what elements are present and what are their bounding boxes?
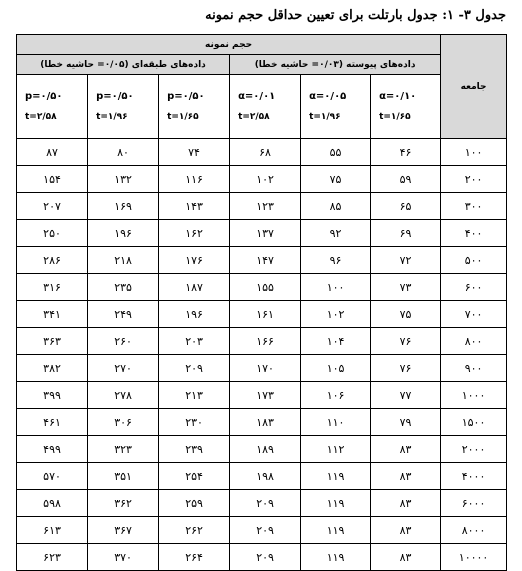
sample-size-cell: ۳۶۳ [17, 328, 88, 355]
sample-size-cell: ۸۵ [301, 193, 371, 220]
population-cell: ۸۰۰۰ [441, 517, 507, 544]
sample-size-cell: ۹۶ [301, 247, 371, 274]
param-p: p=۰/۵۰ [96, 90, 134, 102]
param-t: t=۲/۵۸ [25, 111, 57, 122]
sample-size-cell: ۳۵۱ [88, 463, 159, 490]
sample-size-cell: ۳۸۲ [17, 355, 88, 382]
population-cell: ۵۰۰ [441, 247, 507, 274]
table-row [17, 382, 507, 409]
sample-size-cell: ۷۵ [301, 166, 371, 193]
sample-size-cell: ۸۳ [371, 436, 441, 463]
sample-size-cell: ۷۳ [371, 274, 441, 301]
sample-size-cell: ۸۷ [17, 139, 88, 166]
sample-size-cell: ۶۱۳ [17, 517, 88, 544]
table-row [17, 463, 507, 490]
continuous-data-header: داده‌های پیوسته (۰/۰۳= حاشیه خطا) [230, 55, 441, 75]
param-header [159, 75, 230, 139]
population-cell: ۹۰۰ [441, 355, 507, 382]
sample-size-cell: ۴۹۹ [17, 436, 88, 463]
sample-size-cell: ۱۹۶ [88, 220, 159, 247]
sample-size-cell: ۲۰۹ [230, 544, 301, 571]
sample-size-cell: ۲۸۶ [17, 247, 88, 274]
population-cell: ۴۰۰ [441, 220, 507, 247]
header-row-3 [17, 75, 507, 139]
sample-size-cell: ۴۶ [371, 139, 441, 166]
sample-size-cell: ۷۶ [371, 355, 441, 382]
param-p: p=۰/۵۰ [25, 90, 63, 102]
sample-size-cell: ۱۱۰ [301, 409, 371, 436]
param-header [371, 75, 441, 139]
sample-size-cell: ۲۶۲ [159, 517, 230, 544]
table-row [17, 544, 507, 571]
sample-size-cell: ۱۰۶ [301, 382, 371, 409]
table-row [17, 139, 507, 166]
param-t: t=۱/۶۵ [379, 111, 411, 122]
sample-size-cell: ۷۷ [371, 382, 441, 409]
population-cell: ۲۰۰ [441, 166, 507, 193]
sample-size-cell: ۷۴ [159, 139, 230, 166]
param-t: t=۱/۹۶ [309, 111, 341, 122]
sample-size-cell: ۳۴۱ [17, 301, 88, 328]
sample-size-cell: ۱۹۶ [159, 301, 230, 328]
sample-size-cell: ۱۷۶ [159, 247, 230, 274]
param-alpha: α=۰/۰۱ [238, 90, 276, 102]
sample-size-cell: ۶۵ [371, 193, 441, 220]
population-cell: ۶۰۰۰ [441, 490, 507, 517]
table-row [17, 328, 507, 355]
sample-size-cell: ۸۳ [371, 517, 441, 544]
param-header [230, 75, 301, 139]
table-row [17, 274, 507, 301]
sample-size-cell: ۶۹ [371, 220, 441, 247]
param-t: t=۲/۵۸ [238, 111, 270, 122]
sample-size-cell: ۱۴۳ [159, 193, 230, 220]
population-cell: ۴۰۰۰ [441, 463, 507, 490]
sample-size-cell: ۵۵ [301, 139, 371, 166]
param-t: t=۱/۹۶ [96, 111, 128, 122]
population-cell: ۳۰۰ [441, 193, 507, 220]
sample-size-cell: ۵۷۰ [17, 463, 88, 490]
sample-size-cell: ۴۶۱ [17, 409, 88, 436]
population-cell: ۸۰۰ [441, 328, 507, 355]
param-header [17, 75, 88, 139]
param-alpha: α=۰/۱۰ [379, 90, 417, 102]
table-row [17, 409, 507, 436]
param-t: t=۱/۶۵ [167, 111, 199, 122]
table-row [17, 220, 507, 247]
sample-size-cell: ۱۳۷ [230, 220, 301, 247]
sample-size-cell: ۲۷۸ [88, 382, 159, 409]
population-cell: ۱۰۰ [441, 139, 507, 166]
table-row [17, 247, 507, 274]
sample-size-cell: ۳۷۰ [88, 544, 159, 571]
sample-size-cell: ۲۰۳ [159, 328, 230, 355]
sample-size-cell: ۳۶۷ [88, 517, 159, 544]
sample-size-cell: ۱۶۲ [159, 220, 230, 247]
sample-size-cell: ۳۶۲ [88, 490, 159, 517]
sample-size-cell: ۱۱۹ [301, 490, 371, 517]
sample-size-cell: ۲۱۸ [88, 247, 159, 274]
sample-size-cell: ۱۳۲ [88, 166, 159, 193]
bartlett-table [16, 34, 507, 571]
sample-size-cell: ۵۹ [371, 166, 441, 193]
sample-size-cell: ۲۵۴ [159, 463, 230, 490]
categorical-data-header: داده‌های طبقه‌ای (۰/۰۵= حاشیه خطا) [17, 55, 230, 75]
sample-size-cell: ۱۱۹ [301, 517, 371, 544]
sample-size-cell: ۱۷۰ [230, 355, 301, 382]
sample-size-cell: ۲۰۹ [230, 490, 301, 517]
table-row [17, 166, 507, 193]
sample-size-cell: ۱۰۵ [301, 355, 371, 382]
sample-size-cell: ۱۴۷ [230, 247, 301, 274]
sample-size-cell: ۸۳ [371, 463, 441, 490]
sample-size-cell: ۲۷۰ [88, 355, 159, 382]
population-cell: ۱۰۰۰۰ [441, 544, 507, 571]
sample-size-cell: ۱۶۱ [230, 301, 301, 328]
sample-size-cell: ۸۰ [88, 139, 159, 166]
sample-size-cell: ۲۵۹ [159, 490, 230, 517]
table-row [17, 355, 507, 382]
sample-size-cell: ۱۵۴ [17, 166, 88, 193]
table-row [17, 517, 507, 544]
sample-size-cell: ۱۰۲ [230, 166, 301, 193]
sample-size-cell: ۱۱۶ [159, 166, 230, 193]
param-header [88, 75, 159, 139]
sample-size-cell: ۲۴۹ [88, 301, 159, 328]
table-row [17, 193, 507, 220]
sample-size-cell: ۷۶ [371, 328, 441, 355]
sample-size-cell: ۳۰۶ [88, 409, 159, 436]
sample-size-cell: ۱۷۳ [230, 382, 301, 409]
sample-size-cell: ۳۹۹ [17, 382, 88, 409]
sample-size-cell: ۶۸ [230, 139, 301, 166]
header-row-2 [17, 55, 507, 75]
param-p: p=۰/۵۰ [167, 90, 205, 102]
sample-size-cell: ۲۰۷ [17, 193, 88, 220]
sample-size-cell: ۲۵۰ [17, 220, 88, 247]
sample-size-cell: ۹۲ [301, 220, 371, 247]
sample-size-cell: ۲۶۴ [159, 544, 230, 571]
sample-size-cell: ۱۰۴ [301, 328, 371, 355]
sample-size-cell: ۱۱۹ [301, 544, 371, 571]
sample-size-cell: ۱۲۳ [230, 193, 301, 220]
table-caption: جدول ۳- ۱: جدول بارتلت برای تعیین حداقل حجم نمونه [205, 8, 506, 23]
sample-size-cell: ۸۳ [371, 490, 441, 517]
sample-size-cell: ۲۳۵ [88, 274, 159, 301]
population-header: جامعه [441, 35, 507, 139]
sample-size-cell: ۱۰۰ [301, 274, 371, 301]
sample-size-cell: ۱۶۶ [230, 328, 301, 355]
table-row [17, 301, 507, 328]
sample-size-cell: ۱۱۲ [301, 436, 371, 463]
sample-size-cell: ۷۵ [371, 301, 441, 328]
sample-size-cell: ۲۰۹ [159, 355, 230, 382]
sample-size-cell: ۲۳۰ [159, 409, 230, 436]
population-cell: ۶۰۰ [441, 274, 507, 301]
sample-size-cell: ۱۵۵ [230, 274, 301, 301]
table-body [17, 139, 507, 571]
header-row-1 [17, 35, 507, 55]
sample-size-cell: ۲۰۹ [230, 517, 301, 544]
sample-size-cell: ۷۹ [371, 409, 441, 436]
sample-size-cell: ۱۸۷ [159, 274, 230, 301]
sample-size-cell: ۱۸۹ [230, 436, 301, 463]
param-alpha: α=۰/۰۵ [309, 90, 347, 102]
table-row [17, 436, 507, 463]
sample-size-cell: ۱۸۳ [230, 409, 301, 436]
sample-size-cell: ۲۱۳ [159, 382, 230, 409]
population-cell: ۱۵۰۰ [441, 409, 507, 436]
sample-size-cell: ۱۰۲ [301, 301, 371, 328]
population-cell: ۷۰۰ [441, 301, 507, 328]
table-row [17, 490, 507, 517]
sample-size-header: حجم نمونه [17, 35, 441, 55]
sample-size-cell: ۲۳۹ [159, 436, 230, 463]
population-cell: ۲۰۰۰ [441, 436, 507, 463]
sample-size-cell: ۳۲۳ [88, 436, 159, 463]
sample-size-cell: ۸۳ [371, 544, 441, 571]
sample-size-cell: ۵۹۸ [17, 490, 88, 517]
sample-size-cell: ۱۹۸ [230, 463, 301, 490]
sample-size-cell: ۱۱۹ [301, 463, 371, 490]
population-cell: ۱۰۰۰ [441, 382, 507, 409]
sample-size-cell: ۱۶۹ [88, 193, 159, 220]
sample-size-cell: ۳۱۶ [17, 274, 88, 301]
sample-size-cell: ۷۲ [371, 247, 441, 274]
param-header [301, 75, 371, 139]
sample-size-cell: ۶۲۳ [17, 544, 88, 571]
sample-size-cell: ۲۶۰ [88, 328, 159, 355]
